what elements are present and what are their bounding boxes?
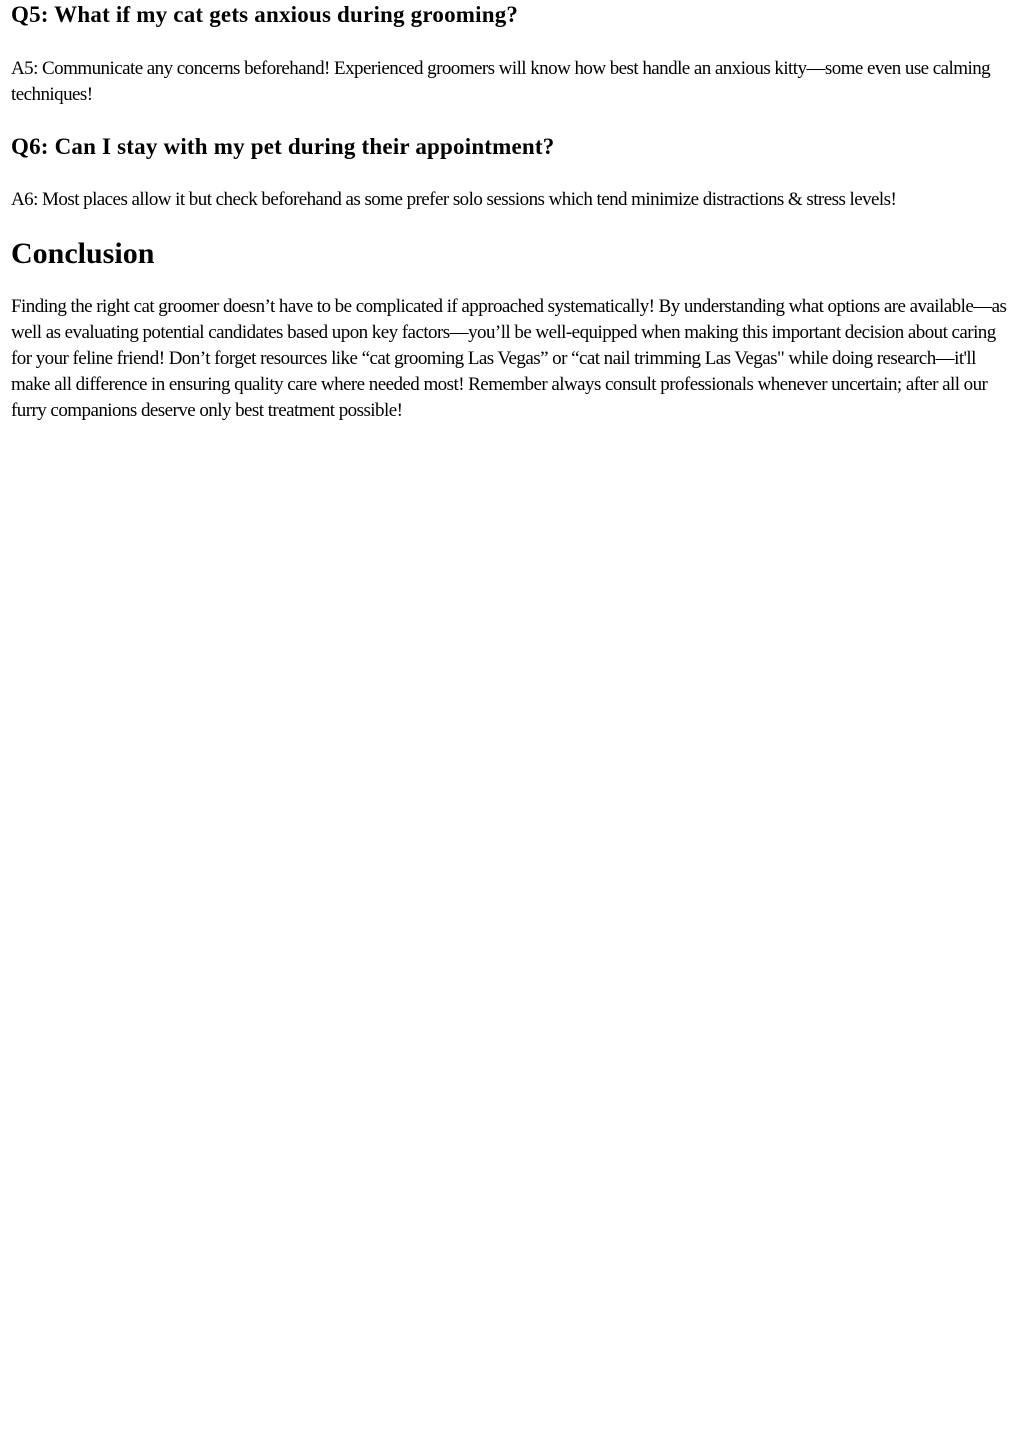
document-page: [11, 0, 1013, 424]
conclusion-heading: Conclusion: [11, 237, 155, 270]
faq-answer-a6: A6: Most places allow it but check beforehand as some prefer solo sessions which tend minimize distractions & stress levels!: [11, 189, 897, 210]
faq-answer-a5: A5: Communicate any concerns beforehand! Experienced groomers will know how best handle an anxious kitty—some even use calming techniques!: [11, 58, 991, 105]
faq-question-q6: Q6: Can I stay with my pet during their appointment?: [11, 134, 555, 159]
faq-question-q5: Q5: What if my cat gets anxious during grooming?: [11, 2, 519, 27]
conclusion-paragraph: Finding the right cat groomer doesn’t have to be complicated if approached systematically! By understanding what options are available—as well as evaluating potential candidates based upon key factors—you’ll be well-equipped when making this important decision about caring for your feline friend! Don’t forget resources like “cat grooming Las Vegas” or “cat nail trimming Las Vegas" while doing research—it'll make all difference in ensuring quality care where needed most! Remember always consult professionals whenever uncertain; after all our furry companions deserve only best treatment possible!: [11, 296, 1007, 421]
